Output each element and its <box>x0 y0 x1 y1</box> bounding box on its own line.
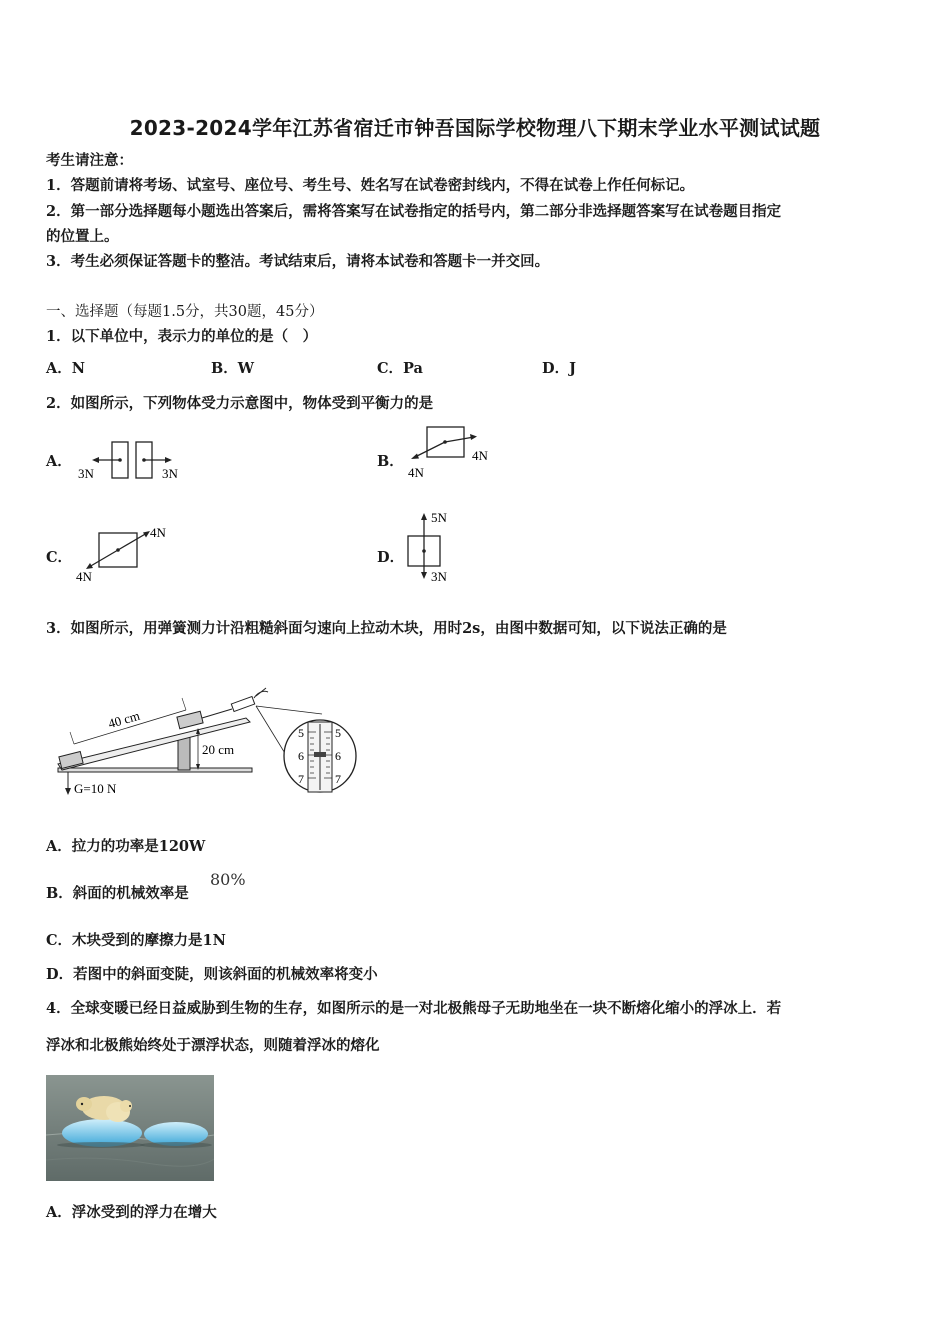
scale-tick-label: 6 <box>298 749 304 763</box>
q3-option-c: C．木块受到的摩擦力是1N <box>46 932 226 949</box>
force-label: 4N <box>150 525 166 540</box>
scale-tick-label: 7 <box>298 772 304 786</box>
q2-figure-a <box>72 436 192 486</box>
notice-heading: 考生请注意： <box>46 152 133 169</box>
q2-label-a: A． <box>46 453 72 470</box>
question-3-stem: 3．如图所示，用弹簧测力计沿粗糙斜面匀速向上拉动木块，用时2s，由图中数据可知，以下说法正确的是 <box>46 620 727 637</box>
force-label: 3N <box>78 466 94 481</box>
question-4-stem-line1: 4．全球变暖已经日益威胁到生物的生存，如图所示的是一对北极熊母子无助地坐在一块不断熔化缩小的浮冰上．若 <box>46 1000 782 1017</box>
force-label: 3N <box>431 569 447 584</box>
force-label: 5N <box>431 510 447 525</box>
q2-figure-d <box>400 506 470 588</box>
question-2-stem: 2．如图所示，下列物体受力示意图中，物体受到平衡力的是 <box>46 395 434 412</box>
q2-label-b: B． <box>377 453 404 470</box>
scale-tick-label: 7 <box>335 772 341 786</box>
polar-bear-photo <box>46 1075 214 1181</box>
scale-tick-label: 5 <box>335 726 341 740</box>
question-1-stem: 1．以下单位中，表示力的单位的是（ ） <box>46 328 318 345</box>
q2-label-d: D． <box>377 549 405 566</box>
q1-option-d: D．J <box>542 360 576 377</box>
section-heading: 一、选择题（每题1.5分，共30题，45分） <box>46 304 324 320</box>
q2-figure-c <box>72 521 182 587</box>
q3-option-b: B．斜面的机械效率是 <box>46 885 189 902</box>
force-label: 4N <box>408 465 424 480</box>
notice-item: 1．答题前请将考场、试室号、座位号、考生号、姓名写在试卷密封线内，不得在试卷上作任何标记。 <box>46 177 695 194</box>
notice-item: 2．第一部分选择题每小题选出答案后，需将答案写在试卷指定的括号内，第二部分非选择题答案写在试卷题目指定 <box>46 203 782 220</box>
page-title: 2023-2024学年江苏省宿迁市钟吾国际学校物理八下期末学业水平测试试题 <box>129 116 821 140</box>
force-label: 4N <box>76 569 92 584</box>
force-label: 4N <box>472 448 488 463</box>
q3-option-a: A．拉力的功率是120W <box>46 838 206 855</box>
q1-option-b: B．W <box>211 360 255 377</box>
force-label: 3N <box>162 466 178 481</box>
question-4-stem-line2: 浮冰和北极熊始终处于漂浮状态，则随着浮冰的熔化 <box>46 1037 380 1054</box>
q1-option-a: A．N <box>46 360 86 377</box>
q3-option-d: D．若图中的斜面变陡，则该斜面的机械效率将变小 <box>46 966 378 983</box>
notice-item: 的位置上。 <box>46 228 119 245</box>
weight-label: G=10 N <box>74 781 117 796</box>
scale-tick-label: 6 <box>335 749 341 763</box>
q1-option-c: C．Pa <box>377 360 423 377</box>
q3-incline-figure <box>46 684 360 808</box>
q4-option-a: A．浮冰受到的浮力在增大 <box>46 1204 217 1221</box>
scale-tick-label: 5 <box>298 726 304 740</box>
incline-height-label: 20 cm <box>202 742 235 757</box>
q2-label-c: C． <box>46 549 73 566</box>
q2-figure-b <box>402 422 502 484</box>
notice-item: 3．考生必须保证答题卡的整洁。考试结束后，请将本试卷和答题卡一并交回。 <box>46 253 550 270</box>
q3-option-b-value: 80% <box>210 870 246 889</box>
incline-length-label: 40 cm <box>106 707 142 732</box>
